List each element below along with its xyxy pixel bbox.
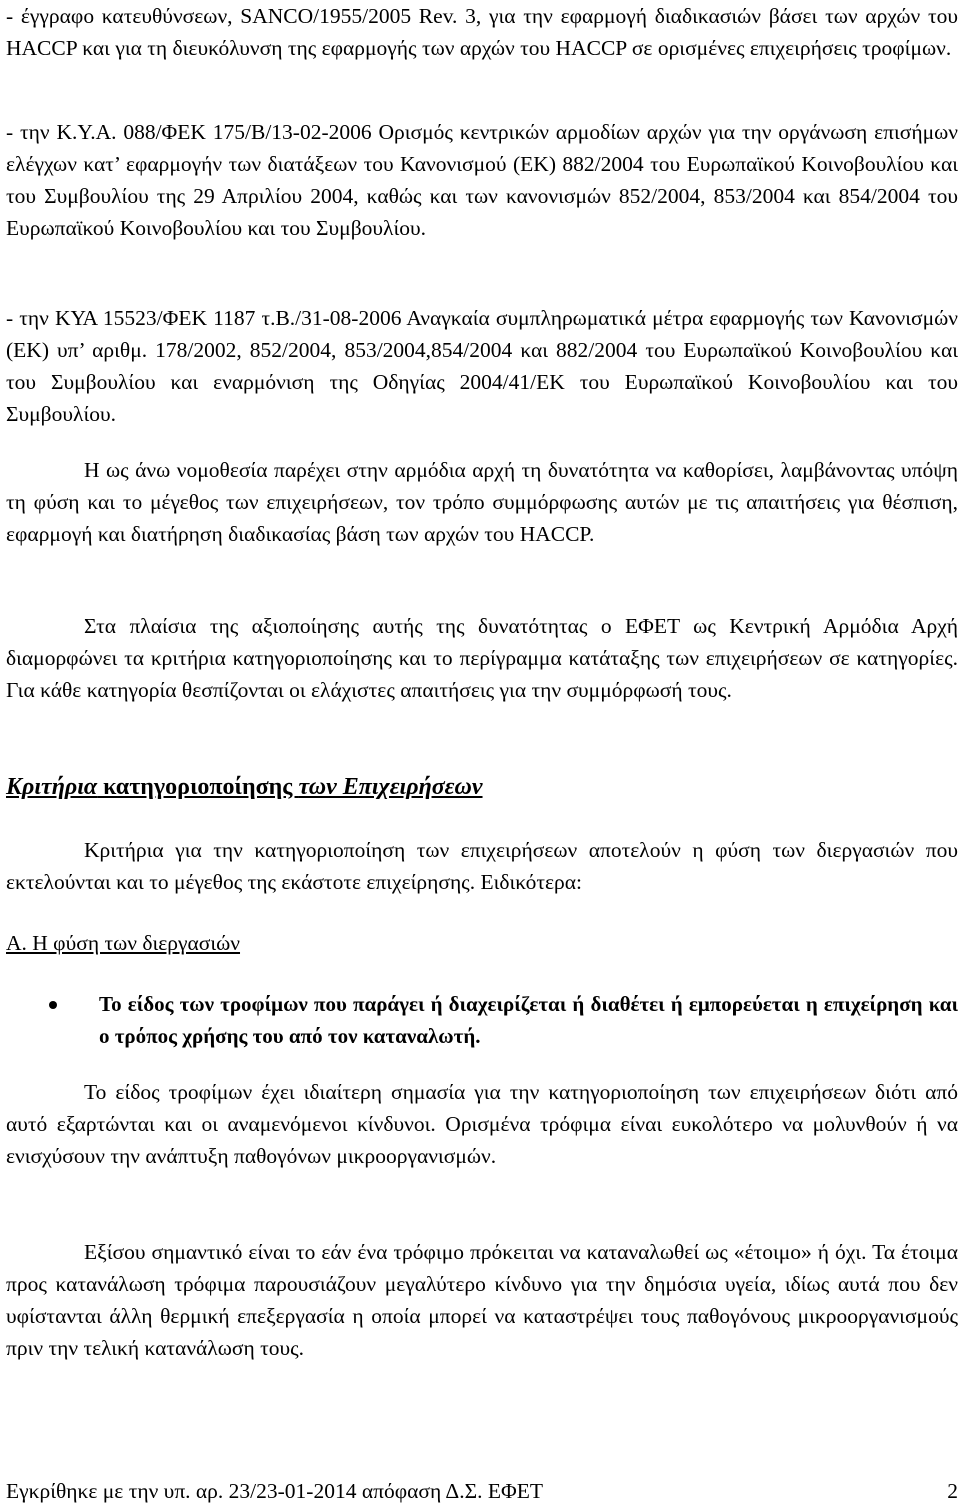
footer-page-number: 2 (947, 1479, 958, 1503)
paragraph-food-type: Το είδος τροφίμων έχει ιδιαίτερη σημασία για την κατηγοριοποίηση των επιχειρήσεων διότι από αυτό εξαρτώνται και οι αναμενόμενοι κίνδυνοι. Ορισμένα τρόφιμα είναι ευκολότερο να μολυνθούν ή να ενισχύσουν την ανάπτυξη παθογόνων μικροοργανισμών. (6, 1080, 958, 1168)
document-page (6, 0, 958, 1512)
bullet-item (6, 988, 958, 1052)
heading-part-3: των Επιχειρήσεων (298, 774, 483, 800)
paragraph-kya-088: - την Κ.Υ.Α. 088/ΦΕΚ 175/Β/13-02-2006 Ορισμός κεντρικών αρμοδίων αρχών για την οργάνωση επισήμων ελέγχων κατ’ εφαρμογήν των διατάξεων του Κανονισμού (ΕΚ) 882/2004 του Ευρωπαϊκού Κοινοβουλίου και του Συμβουλίου της 29 Απριλίου 2004, καθώς και των κανονισμών 852/2004, 853/2004 και 854/2004 του Ευρωπαϊκού Κοινοβουλίου και του Συμβουλίου. (6, 120, 958, 240)
heading-part-2: κατηγοριοποίησης (97, 774, 299, 800)
subsection-heading: Α. Η φύση των διεργασιών (6, 931, 241, 955)
paragraph-kya-15523: - την ΚΥΑ 15523/ΦΕΚ 1187 τ.Β./31-08-2006 Αναγκαία συμπληρωματικά μέτρα εφαρμογής των Κανονισμών (ΕΚ) υπ’ αριθμ. 178/2002, 852/2004, 853/2004,854/2004 και 882/2004 του Ευρωπαϊκού Κοινοβουλίου και του Συμβουλίου και εναρμόνιση της Οδηγίας 2004/41/ΕΚ του Ευρωπαϊκού Κοινοβουλίου και του Συμβουλίου. (6, 306, 958, 426)
paragraph-ready-to-eat: Εξίσου σημαντικό είναι το εάν ένα τρόφιμο πρόκειται να καταναλωθεί ως «έτοιμο» ή όχι. Τα έτοιμα προς κατανάλωση τρόφιμα παρουσιάζουν μεγαλύτερο κίνδυνο για την δημόσια υγεία, ιδίως αυτά που δεν υφίστανται άλλη θερμική επεξεργασία η οποία μπορεί να καταστρέψει τους παθογόνους μικροοργανισμούς πριν την τελική κατανάλωση τους. (6, 1240, 958, 1360)
bullet-text: Το είδος των τροφίμων που παράγει ή διαχειρίζεται ή διαθέτει ή εμπορεύεται η επιχείρηση και ο τρόπος χρήσης του από τον καταναλωτή. (99, 992, 958, 1048)
paragraph-criteria-intro: Κριτήρια για την κατηγοριοποίηση των επιχειρήσεων αποτελούν η φύση των διεργασιών που εκτελούνται και το μέγεθος της εκάστοτε επιχείρησης. Ειδικότερα: (6, 838, 958, 894)
heading-part-1: Κριτήρια (6, 774, 98, 800)
section-heading (6, 770, 483, 804)
footer-approval-text: Εγκρίθηκε με την υπ. αρ. 23/23-01-2014 απόφαση Δ.Σ. ΕΦΕΤ (6, 1479, 543, 1503)
bullet-dot-icon (49, 1001, 57, 1009)
paragraph-sanco-guidance: - έγγραφο κατευθύνσεων, SANCO/1955/2005 Rev. 3, για την εφαρμογή διαδικασιών βάσει των αρχών του HACCP και για τη διευκόλυνση της εφαρμογής των αρχών του HACCP σε ορισμένες επιχειρήσεις τροφίμων. (6, 4, 958, 60)
paragraph-legislation-summary: Η ως άνω νομοθεσία παρέχει στην αρμόδια αρχή τη δυνατότητα να καθορίσει, λαμβάνοντας υπόψη τη φύση και το μέγεθος των επιχειρήσεων, τον τρόπο συμμόρφωσης αυτών με τις απαιτήσεις για θέσπιση, εφαρμογή και διατήρηση διαδικασίας βάση των αρχών του HACCP. (6, 458, 958, 546)
paragraph-efet-role: Στα πλαίσια της αξιοποίησης αυτής της δυνατότητας ο ΕΦΕΤ ως Κεντρική Αρμόδια Αρχή διαμορφώνει τα κριτήρια κατηγοριοποίησης και το περίγραμμα κατάταξης των επιχειρήσεων σε κατηγορίες. Για κάθε κατηγορία θεσπίζονται οι ελάχιστες απαιτήσεις για την συμμόρφωσή τους. (6, 614, 958, 702)
